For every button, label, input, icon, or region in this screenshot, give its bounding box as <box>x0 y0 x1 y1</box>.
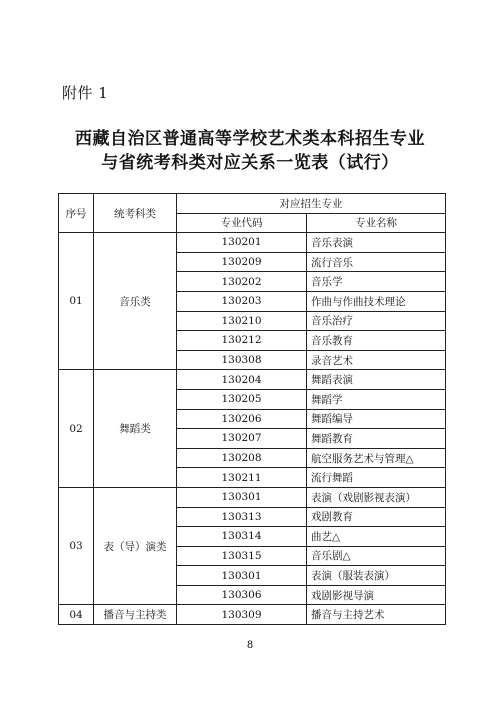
cell-major-name: 音乐教育 <box>307 331 446 351</box>
cell-exam-category: 音乐类 <box>94 233 177 370</box>
cell-major-code: 130203 <box>177 291 307 311</box>
cell-major-name: 播音与主持艺术 <box>307 605 446 625</box>
cell-major-name: 音乐学 <box>307 272 446 292</box>
cell-major-code: 130201 <box>177 233 307 253</box>
cell-major-name: 表演（戏剧影视表演） <box>307 487 446 507</box>
cell-major-code: 130210 <box>177 311 307 331</box>
cell-seq: 04 <box>59 605 94 625</box>
attachment-label: 附件 1 <box>62 84 109 102</box>
cell-major-name: 音乐表演 <box>307 233 446 253</box>
cell-major-code: 130208 <box>177 448 307 468</box>
cell-major-code: 130202 <box>177 272 307 292</box>
cell-major-code: 130204 <box>177 370 307 390</box>
header-seq: 序号 <box>59 194 94 233</box>
table-row <box>59 487 446 507</box>
cell-major-code: 130301 <box>177 566 307 586</box>
cell-major-name: 音乐治疗 <box>307 311 446 331</box>
cell-major-code: 130206 <box>177 409 307 429</box>
cell-major-name: 戏剧影视导演 <box>307 585 446 605</box>
cell-exam-category: 表（导）演类 <box>94 487 177 605</box>
cell-major-name: 舞蹈表演 <box>307 370 446 390</box>
table-row <box>59 233 446 253</box>
cell-major-code: 130314 <box>177 527 307 547</box>
cell-major-name: 航空服务艺术与管理△ <box>307 448 446 468</box>
cell-major-name: 音乐剧△ <box>307 546 446 566</box>
table-row <box>59 605 446 625</box>
cell-major-code: 130309 <box>177 605 307 625</box>
cell-exam-category: 播音与主持类 <box>94 605 177 625</box>
cell-seq: 01 <box>59 233 94 370</box>
page-number: 8 <box>246 640 254 651</box>
cell-major-code: 130207 <box>177 429 307 449</box>
cell-major-code: 130313 <box>177 507 307 527</box>
cell-major-code: 130211 <box>177 468 307 488</box>
cell-exam-category: 舞蹈类 <box>94 370 177 488</box>
major-mapping-table <box>58 193 446 625</box>
cell-major-name: 舞蹈学 <box>307 389 446 409</box>
table-row <box>59 370 446 390</box>
document-title-line2: 与省统考科类对应关系一览表（试行） <box>101 153 399 173</box>
cell-major-code: 130306 <box>177 585 307 605</box>
cell-major-name: 舞蹈教育 <box>307 429 446 449</box>
cell-major-code: 130212 <box>177 331 307 351</box>
header-major-code: 专业代码 <box>177 213 307 233</box>
cell-seq: 02 <box>59 370 94 488</box>
table-header <box>59 194 446 233</box>
cell-major-code: 130315 <box>177 546 307 566</box>
cell-major-name: 作曲与作曲技术理论 <box>307 291 446 311</box>
cell-major-name: 流行音乐 <box>307 252 446 272</box>
cell-major-code: 130205 <box>177 389 307 409</box>
cell-major-code: 130308 <box>177 350 307 370</box>
header-corresponding-majors: 对应招生专业 <box>177 194 446 214</box>
cell-major-name: 流行舞蹈 <box>307 468 446 488</box>
cell-major-name: 录音艺术 <box>307 350 446 370</box>
cell-major-name: 曲艺△ <box>307 527 446 547</box>
document-title-line1: 西藏自治区普通高等学校艺术类本科招生专业 <box>75 129 425 149</box>
cell-major-code: 130209 <box>177 252 307 272</box>
cell-major-name: 舞蹈编导 <box>307 409 446 429</box>
table-body <box>59 233 446 625</box>
header-major-name: 专业名称 <box>307 213 446 233</box>
header-exam-category: 统考科类 <box>94 194 177 233</box>
cell-seq: 03 <box>59 487 94 605</box>
cell-major-name: 表演（服装表演） <box>307 566 446 586</box>
cell-major-code: 130301 <box>177 487 307 507</box>
cell-major-name: 戏剧教育 <box>307 507 446 527</box>
